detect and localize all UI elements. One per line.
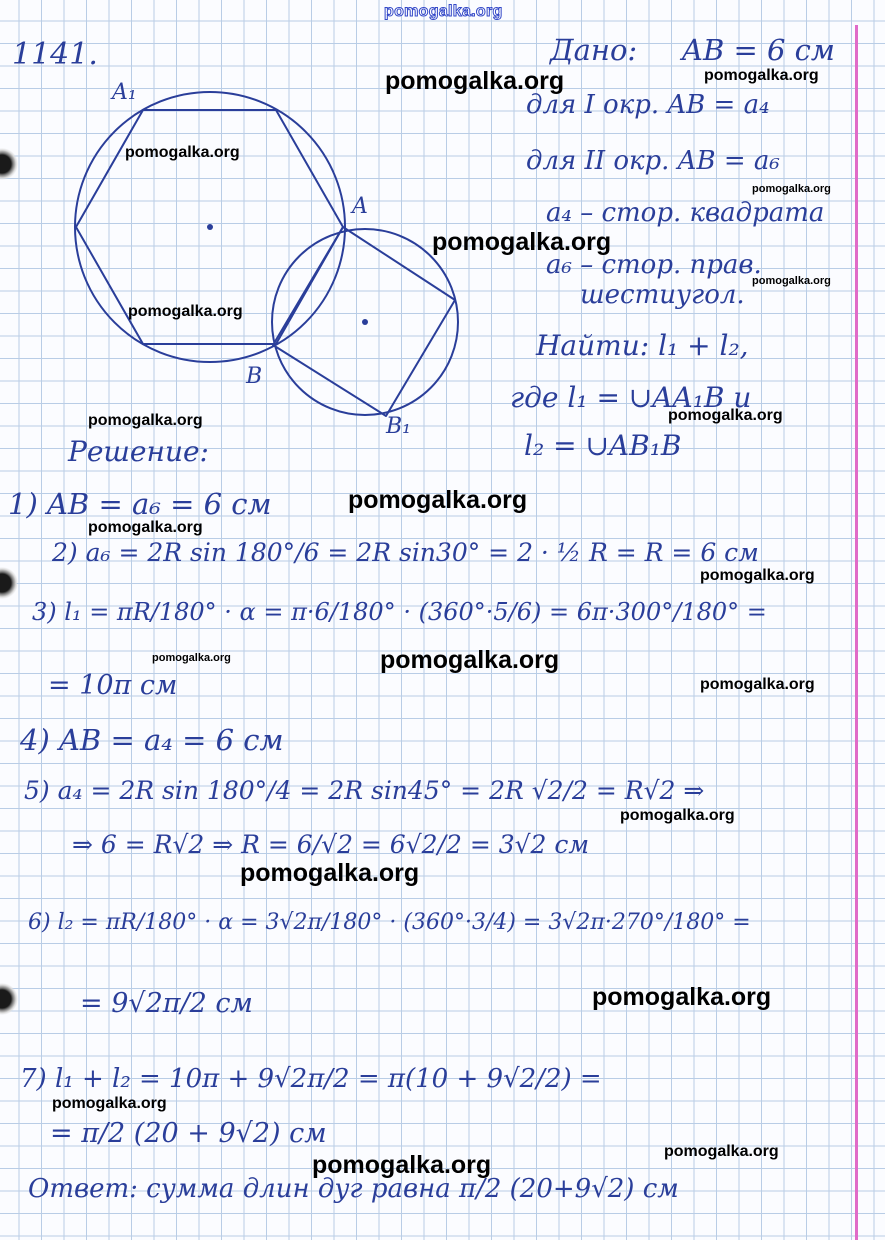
point-b-label: B [246, 364, 263, 389]
watermark: pomogalka.org [620, 807, 735, 824]
solution-step-1: 1) AB = a₆ = 6 см [8, 487, 272, 521]
point-b1-label: B₁ [386, 414, 411, 439]
given-line-3: для II окр. AB = a₆ [526, 146, 780, 176]
given-line-4: a₄ – стор. квадрата [546, 198, 825, 228]
given-line-2: для I окр. AB = a₄ [526, 90, 770, 120]
watermark: pomogalka.org [664, 1143, 779, 1160]
where-line-1: где l₁ = ∪AA₁B и [510, 381, 752, 414]
solution-step-3b: = 10π см [48, 670, 178, 701]
solution-title: Решение: [68, 435, 209, 468]
center-1-dot [207, 224, 213, 230]
given-line-1: AB = 6 см [682, 33, 835, 67]
solution-step-6b: = 9√2π/2 см [80, 988, 253, 1019]
watermark: pomogalka.org [240, 859, 420, 887]
watermark: pomogalka.org [125, 144, 240, 161]
watermark: pomogalka.org [88, 519, 203, 536]
problem-number: 1141. [12, 37, 98, 72]
point-a1-label: A₁ [112, 80, 137, 105]
solution-step-7b: = π/2 (20 + 9√2) см [50, 1118, 327, 1149]
given-line-6: шестиугол. [580, 280, 745, 310]
find-line: Найти: l₁ + l₂, [536, 329, 749, 362]
point-a-label: A [352, 194, 368, 219]
site-watermark-top: pomogalka.org [384, 3, 503, 20]
watermark: pomogalka.org [432, 228, 612, 256]
watermark: pomogalka.org [88, 412, 203, 429]
solution-step-7a: 7) l₁ + l₂ = 10π + 9√2π/2 = π(10 + 9√2/2) = [20, 1064, 602, 1094]
watermark: pomogalka.org [128, 303, 243, 320]
watermark: pomogalka.org [704, 67, 819, 84]
watermark: pomogalka.org [348, 486, 528, 514]
watermark: pomogalka.org [380, 646, 560, 674]
given-title: Дано: [550, 33, 638, 67]
center-2-dot [362, 319, 368, 325]
watermark: pomogalka.org [752, 275, 831, 287]
watermark: pomogalka.org [668, 407, 783, 424]
watermark: pomogalka.org [52, 1095, 167, 1112]
solution-step-2: 2) a₆ = 2R sin 180°/6 = 2R sin30° = 2 · ½ R = R = 6 см [52, 538, 759, 567]
solution-step-4: 4) AB = a₄ = 6 см [20, 723, 284, 757]
solution-step-6a: 6) l₂ = πR/180° · α = 3√2π/180° · (360°·3/4) = 3√2π·270°/180° = [28, 910, 751, 935]
given-line-5: a₆ – стор. прав. [546, 250, 762, 280]
watermark: pomogalka.org [752, 183, 831, 195]
watermark: pomogalka.org [700, 567, 815, 584]
watermark: pomogalka.org [385, 67, 565, 95]
chord-ab [276, 227, 343, 344]
watermark: pomogalka.org [700, 676, 815, 693]
answer-line: Ответ: сумма длин дуг равна π/2 (20+9√2) см [28, 1174, 679, 1204]
solution-step-5a: 5) a₄ = 2R sin 180°/4 = 2R sin45° = 2R √2/2 = R√2 ⇒ [24, 776, 705, 805]
solution-step-3a: 3) l₁ = πR/180° · α = π·6/180° · (360°·5/6) = 6π·300°/180° = [32, 598, 767, 626]
watermark: pomogalka.org [592, 983, 772, 1011]
watermark: pomogalka.org [312, 1151, 492, 1179]
watermark: pomogalka.org [152, 652, 231, 664]
solution-step-5b: ⇒ 6 = R√2 ⇒ R = 6/√2 = 6√2/2 = 3√2 см [72, 830, 590, 859]
where-line-2: l₂ = ∪AB₁B [524, 429, 682, 462]
